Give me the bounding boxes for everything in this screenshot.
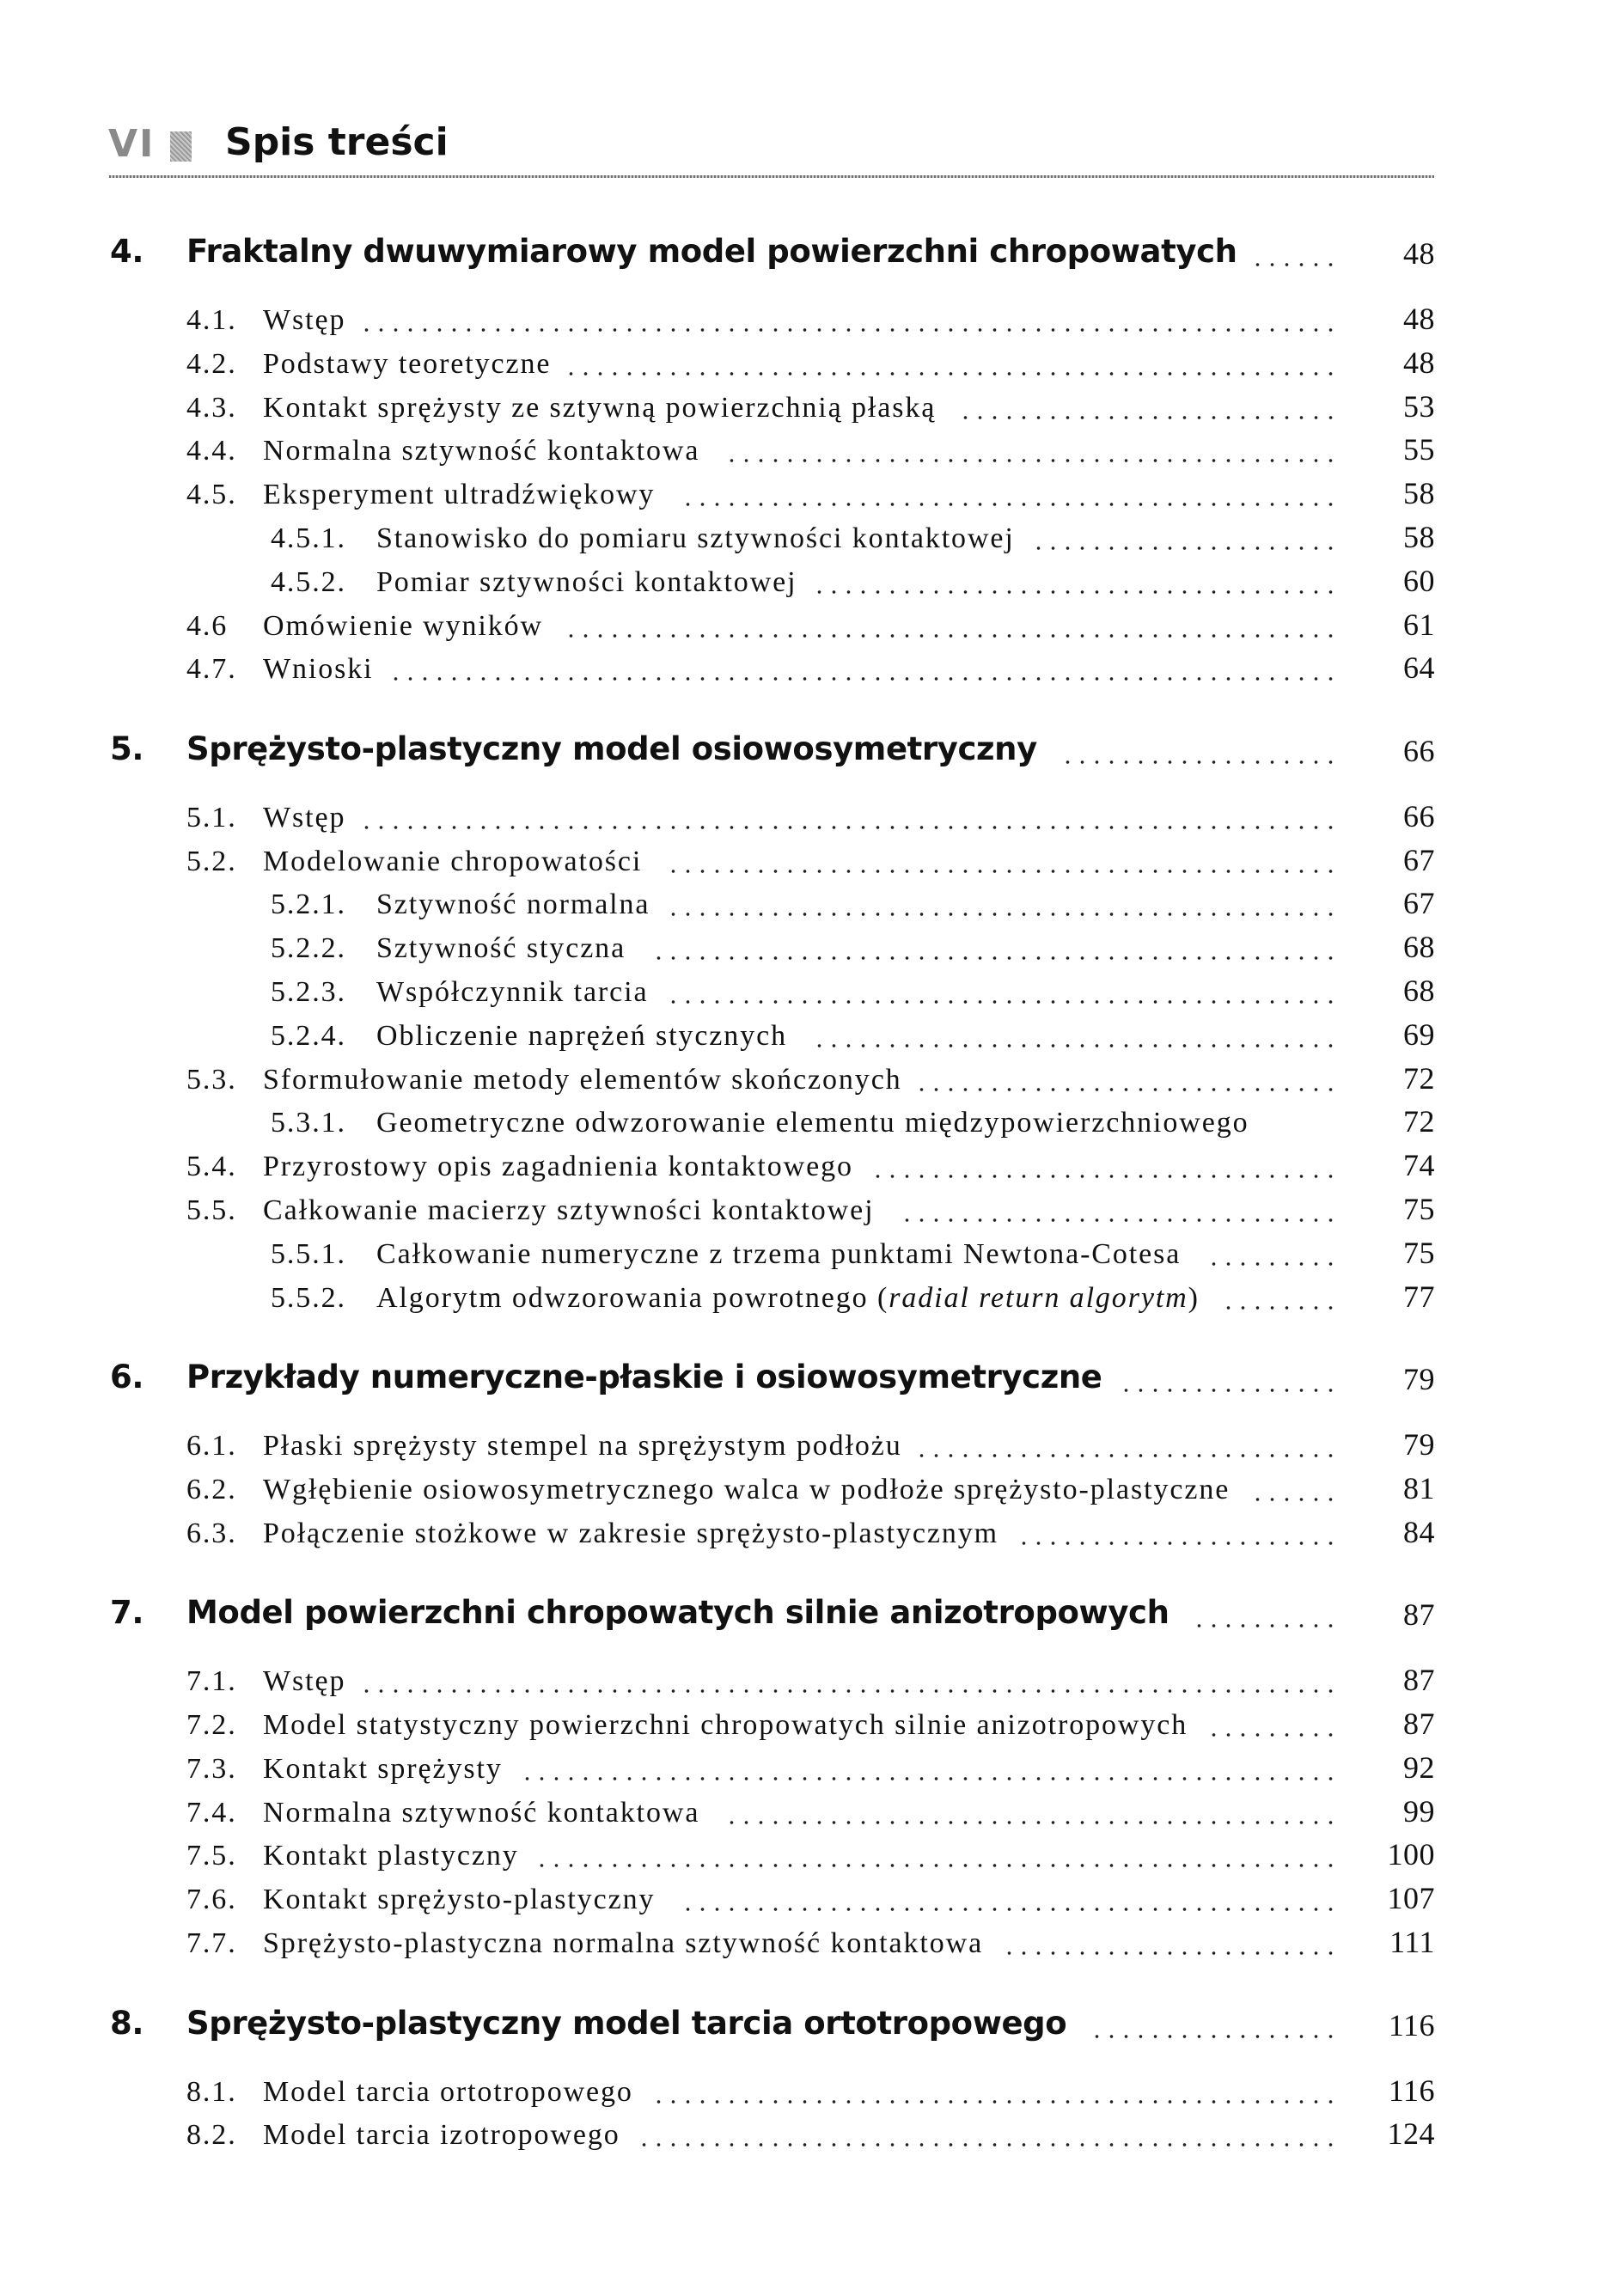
subsection-entry[interactable] <box>0 924 1600 972</box>
entry-title-text: Modelowanie chropowatości <box>263 846 643 877</box>
entry-number: 8.2. <box>186 2119 237 2151</box>
dot-leader <box>681 1908 1338 1911</box>
entry-title-text: Eksperyment ultradźwiękowy <box>263 479 656 510</box>
section-entry[interactable] <box>0 426 1600 474</box>
entry-title-suffix: ) <box>1188 1282 1200 1314</box>
dot-leader <box>812 590 1338 594</box>
entry-page-number: 66 <box>1403 799 1435 834</box>
entry-title-text: Wgłębienie osiowosymetrycznego walca w podłoże sprężysto-plastyczne <box>263 1474 1231 1505</box>
entry-title-text: Normalna sztywność kontaktowa <box>263 1797 700 1829</box>
dot-leader <box>564 372 1338 376</box>
section-entry[interactable] <box>0 2110 1600 2159</box>
entry-title-text: Współczynnik tarcia <box>376 976 649 1008</box>
subsection-entry[interactable] <box>0 1011 1600 1059</box>
entry-number: 7.4. <box>186 1797 237 1829</box>
header-ornament-square <box>170 131 192 162</box>
subsection-entry[interactable] <box>0 1273 1600 1322</box>
entry-title-text: Całkowanie numeryczne z trzema punktami Newtona-Cotesa <box>376 1238 1182 1270</box>
entry-number: 6.3. <box>186 1517 237 1549</box>
entry-page-number: 79 <box>1403 1427 1435 1462</box>
section-entry[interactable] <box>0 339 1600 388</box>
entry-title-text: Przykłady numeryczne-płaskie i osiowosymetryczne <box>186 1359 1102 1395</box>
entry-number: 4.3. <box>186 392 237 424</box>
entry-title <box>186 233 1237 270</box>
section-entry[interactable] <box>0 1509 1600 1557</box>
entry-title-text: Podstawy teoretyczne <box>263 348 552 380</box>
entry-title <box>263 304 345 337</box>
subsection-entry[interactable] <box>0 514 1600 562</box>
subsection-entry[interactable] <box>0 1098 1600 1146</box>
entry-title <box>186 730 1037 767</box>
entry-number: 4. <box>110 233 144 270</box>
chapter-heading[interactable] <box>0 1591 1600 1640</box>
entry-title <box>263 1430 902 1462</box>
entry-title <box>263 392 936 424</box>
entry-title-text: Sztywność styczna <box>376 932 626 964</box>
section-entry[interactable] <box>0 1421 1600 1469</box>
entry-page-number: 84 <box>1403 1515 1435 1549</box>
entry-page-number: 48 <box>1403 345 1435 380</box>
entry-number: 5.3.1. <box>271 1107 346 1139</box>
entry-title-text: Model tarcia izotropowego <box>263 2119 620 2151</box>
entry-title <box>263 1797 699 1829</box>
entry-title-text: Wstęp <box>263 802 346 834</box>
entry-title <box>263 1709 1188 1742</box>
entry-number: 4.6 <box>186 610 229 642</box>
section-entry[interactable] <box>0 1744 1600 1792</box>
entry-title <box>376 932 626 965</box>
dot-leader <box>1250 1498 1338 1501</box>
dot-leader <box>666 870 1338 873</box>
subsection-entry[interactable] <box>0 558 1600 606</box>
entry-page-number: 72 <box>1403 1061 1435 1096</box>
dot-leader <box>359 1689 1338 1693</box>
dot-leader <box>1002 1951 1338 1955</box>
entry-title <box>376 1107 1249 1139</box>
entry-page-number: 72 <box>1403 1104 1435 1139</box>
dot-leader <box>1090 2035 1338 2038</box>
dot-leader <box>900 1218 1338 1222</box>
entry-title <box>263 2076 633 2109</box>
entry-page-number: 69 <box>1403 1017 1435 1052</box>
entry-title-text: Fraktalny dwuwymiarowy model powierzchni chropowatych <box>186 233 1237 270</box>
entry-title-text: Przyrostowy opis zagadnienia kontaktowego <box>263 1151 853 1182</box>
entry-title <box>263 1474 1230 1506</box>
dot-leader <box>1031 547 1338 550</box>
entry-title-text: Sztywność normalna <box>376 888 650 920</box>
entry-number: 4.4. <box>186 435 237 467</box>
entry-page-number: 116 <box>1388 2073 1435 2108</box>
section-entry[interactable] <box>0 837 1600 885</box>
entry-page-number: 68 <box>1403 974 1435 1008</box>
dot-leader <box>359 826 1338 829</box>
entry-page-number: 67 <box>1403 843 1435 877</box>
entry-number: 5.2.3. <box>271 976 346 1008</box>
entry-title-text: Całkowanie macierzy sztywności kontaktowej <box>263 1194 875 1226</box>
entry-page-number: 74 <box>1403 1148 1435 1182</box>
entry-number: 5.2.4. <box>271 1020 346 1052</box>
dot-leader <box>534 1864 1338 1867</box>
entry-number: 5. <box>110 730 144 767</box>
entry-title-text: Obliczenie naprężeń stycznych <box>376 1020 787 1052</box>
entry-page-number: 79 <box>1403 1362 1435 1396</box>
entry-title <box>263 1151 853 1183</box>
entry-number: 8.1. <box>186 2076 237 2108</box>
dot-leader <box>637 2143 1338 2146</box>
entry-title-text: Geometryczne odwzorowanie elementu międzypowierzchniowego <box>376 1107 1249 1139</box>
page-number-roman: VI <box>108 122 156 166</box>
entry-title-text: Algorytm odwzorowania powrotnego ( <box>376 1282 889 1314</box>
section-entry[interactable] <box>0 1186 1600 1234</box>
entry-page-number: 67 <box>1403 886 1435 920</box>
dot-leader <box>812 1044 1338 1047</box>
section-entry[interactable] <box>0 383 1600 431</box>
dot-leader <box>564 634 1338 638</box>
entry-title <box>263 1927 983 1960</box>
entry-number: 7.3. <box>186 1753 237 1785</box>
entry-number: 7.1. <box>186 1665 237 1697</box>
entry-number: 7.6. <box>186 1884 237 1915</box>
section-entry[interactable] <box>0 2067 1600 2116</box>
running-header-title: Spis treści <box>225 120 449 164</box>
entry-title <box>263 846 642 878</box>
entry-title-text: Sprężysto-plastyczna normalna sztywność kontaktowa <box>263 1927 984 1959</box>
dot-leader <box>1206 1733 1338 1737</box>
entry-number: 7.5. <box>186 1840 237 1872</box>
entry-title <box>186 1359 1102 1395</box>
entry-title <box>263 1517 998 1550</box>
entry-page-number: 92 <box>1403 1750 1435 1785</box>
header-rule <box>109 175 1434 178</box>
chapter-heading[interactable] <box>0 728 1600 776</box>
entry-number: 7.7. <box>186 1927 237 1959</box>
entry-number: 7.2. <box>186 1709 237 1741</box>
dot-leader <box>666 1000 1338 1004</box>
entry-number: 5.2. <box>186 846 237 877</box>
entry-number: 4.2. <box>186 348 237 380</box>
entry-page-number: 100 <box>1387 1837 1435 1872</box>
entry-title-text: Pomiar sztywności kontaktowej <box>376 566 797 598</box>
subsection-entry[interactable] <box>0 1230 1600 1278</box>
entry-title <box>263 653 374 686</box>
dot-leader <box>651 956 1338 960</box>
entry-page-number: 75 <box>1403 1236 1435 1270</box>
entry-page-number: 55 <box>1403 432 1435 467</box>
section-entry[interactable] <box>0 1465 1600 1513</box>
entry-number: 4.1. <box>186 304 237 336</box>
entry-title-text: Sformułowanie metody elementów skończonych <box>263 1064 902 1096</box>
entry-title <box>263 1840 519 1872</box>
entry-title-italic: radial return algorytm <box>889 1282 1188 1314</box>
entry-title-text: Kontakt sprężysty ze sztywną powierzchnią płaską <box>263 392 937 424</box>
dot-leader <box>1250 263 1338 266</box>
entry-page-number: 58 <box>1403 476 1435 510</box>
dot-leader <box>1192 1624 1338 1627</box>
entry-title <box>263 479 655 511</box>
entry-page-number: 111 <box>1389 1925 1435 1959</box>
entry-number: 4.7. <box>186 653 237 685</box>
entry-number: 5.2.2. <box>271 932 346 964</box>
entry-title <box>263 348 551 381</box>
dot-leader <box>520 1777 1338 1780</box>
entry-title <box>376 976 648 1009</box>
entry-title-text: Stanowisko do pomiaru sztywności kontaktowej <box>376 522 1015 554</box>
entry-number: 5.3. <box>186 1064 237 1096</box>
entry-title <box>263 2119 620 2152</box>
section-entry[interactable] <box>0 1919 1600 1967</box>
section-entry[interactable] <box>0 470 1600 518</box>
entry-number: 5.5.2. <box>271 1282 346 1314</box>
section-entry[interactable] <box>0 1142 1600 1190</box>
dot-leader <box>914 1088 1338 1091</box>
entry-page-number: 61 <box>1403 608 1435 642</box>
entry-title <box>263 435 699 467</box>
entry-page-number: 64 <box>1403 650 1435 685</box>
section-entry[interactable] <box>0 1788 1600 1836</box>
entry-page-number: 116 <box>1388 2008 1435 2043</box>
entry-number: 5.5.1. <box>271 1238 346 1270</box>
entry-page-number: 87 <box>1403 1707 1435 1741</box>
dot-leader <box>914 1454 1338 1457</box>
entry-title-text: Połączenie stożkowe w zakresie sprężysto-plastycznym <box>263 1517 998 1549</box>
entry-page-number: 87 <box>1403 1663 1435 1697</box>
entry-number: 6.2. <box>186 1474 237 1505</box>
section-entry[interactable] <box>0 296 1600 344</box>
entry-title <box>376 1020 787 1053</box>
dot-leader <box>388 677 1338 681</box>
section-entry[interactable] <box>0 1875 1600 1923</box>
entry-page-number: 58 <box>1403 520 1435 554</box>
chapter-heading[interactable] <box>0 230 1600 278</box>
entry-number: 8. <box>110 2005 144 2042</box>
dot-leader <box>958 416 1338 419</box>
entry-title-text: Kontakt sprężysto-plastyczny <box>263 1884 656 1915</box>
entry-number: 7. <box>110 1594 144 1631</box>
entry-number: 6.1. <box>186 1430 237 1462</box>
entry-title-text: Sprężysto-plastyczny model osiowosymetryczny <box>186 730 1037 767</box>
subsection-entry[interactable] <box>0 880 1600 928</box>
dot-leader <box>1221 1306 1338 1310</box>
entry-title <box>263 1194 874 1227</box>
section-entry[interactable] <box>0 644 1600 693</box>
dot-leader <box>359 328 1338 332</box>
section-entry[interactable] <box>0 1831 1600 1879</box>
entry-number: 4.5.2. <box>271 566 346 598</box>
section-entry[interactable] <box>0 793 1600 841</box>
entry-title <box>376 888 650 921</box>
entry-page-number: 68 <box>1403 930 1435 964</box>
entry-title-text: Sprężysto-plastyczny model tarcia ortotropowego <box>186 2005 1067 2042</box>
section-entry[interactable] <box>0 1657 1600 1705</box>
dot-leader <box>724 1821 1338 1824</box>
entry-title <box>186 2005 1066 2042</box>
entry-title <box>263 802 345 834</box>
entry-page-number: 48 <box>1403 302 1435 336</box>
dot-leader <box>651 2100 1338 2104</box>
section-entry[interactable] <box>0 1055 1600 1103</box>
dot-leader <box>1119 1389 1338 1392</box>
entry-title-text: Model powierzchni chropowatych silnie anizotropowych <box>186 1594 1169 1631</box>
entry-page-number: 87 <box>1403 1597 1435 1632</box>
entry-number: 5.1. <box>186 802 237 834</box>
entry-page-number: 75 <box>1403 1192 1435 1226</box>
dot-leader <box>681 503 1338 506</box>
entry-page-number: 53 <box>1403 389 1435 424</box>
entry-title <box>263 610 543 643</box>
entry-title-text: Model tarcia ortotropowego <box>263 2076 633 2108</box>
entry-number: 4.5. <box>186 479 237 510</box>
entry-title <box>376 1238 1181 1271</box>
entry-title <box>263 1884 655 1916</box>
entry-page-number: 77 <box>1403 1279 1435 1314</box>
entry-number: 5.4. <box>186 1151 237 1182</box>
entry-number: 4.5.1. <box>271 522 346 554</box>
entry-title <box>376 522 1015 555</box>
entry-title-text: Wstęp <box>263 1665 346 1697</box>
entry-title <box>186 1594 1169 1631</box>
entry-title <box>263 1665 345 1698</box>
entry-page-number: 99 <box>1403 1794 1435 1829</box>
entry-title-text: Model statystyczny powierzchni chropowatych silnie anizotropowych <box>263 1709 1188 1741</box>
entry-title <box>376 1282 1200 1315</box>
entry-page-number: 81 <box>1403 1471 1435 1505</box>
entry-title-text: Kontakt sprężysty <box>263 1753 503 1785</box>
dot-leader <box>1206 1262 1338 1266</box>
entry-title <box>263 1064 902 1096</box>
entry-title-text: Wstęp <box>263 304 346 336</box>
entry-number: 6. <box>110 1359 144 1395</box>
entry-title <box>263 1753 503 1786</box>
section-entry[interactable] <box>0 601 1600 650</box>
chapter-heading[interactable] <box>0 1356 1600 1404</box>
dot-leader <box>1060 760 1338 764</box>
entry-number: 5.5. <box>186 1194 237 1226</box>
entry-page-number: 107 <box>1387 1881 1435 1915</box>
dot-leader <box>1017 1542 1338 1545</box>
dot-leader <box>666 913 1338 916</box>
dot-leader <box>724 459 1338 462</box>
entry-page-number: 66 <box>1403 734 1435 768</box>
entry-title-text: Wnioski <box>263 653 374 685</box>
entry-page-number: 60 <box>1403 564 1435 598</box>
entry-title-text: Kontakt plastyczny <box>263 1840 519 1872</box>
entry-number: 5.2.1. <box>271 888 346 920</box>
entry-title-text: Płaski sprężysty stempel na sprężystym podłożu <box>263 1430 902 1462</box>
entry-title <box>376 566 797 599</box>
entry-title-text: Normalna sztywność kontaktowa <box>263 435 700 467</box>
entry-title-text: Omówienie wyników <box>263 610 543 642</box>
entry-page-number: 48 <box>1403 236 1435 271</box>
section-entry[interactable] <box>0 1701 1600 1749</box>
subsection-entry[interactable] <box>0 968 1600 1016</box>
chapter-heading[interactable] <box>0 2002 1600 2050</box>
dot-leader <box>870 1175 1338 1178</box>
entry-page-number: 124 <box>1387 2116 1435 2151</box>
